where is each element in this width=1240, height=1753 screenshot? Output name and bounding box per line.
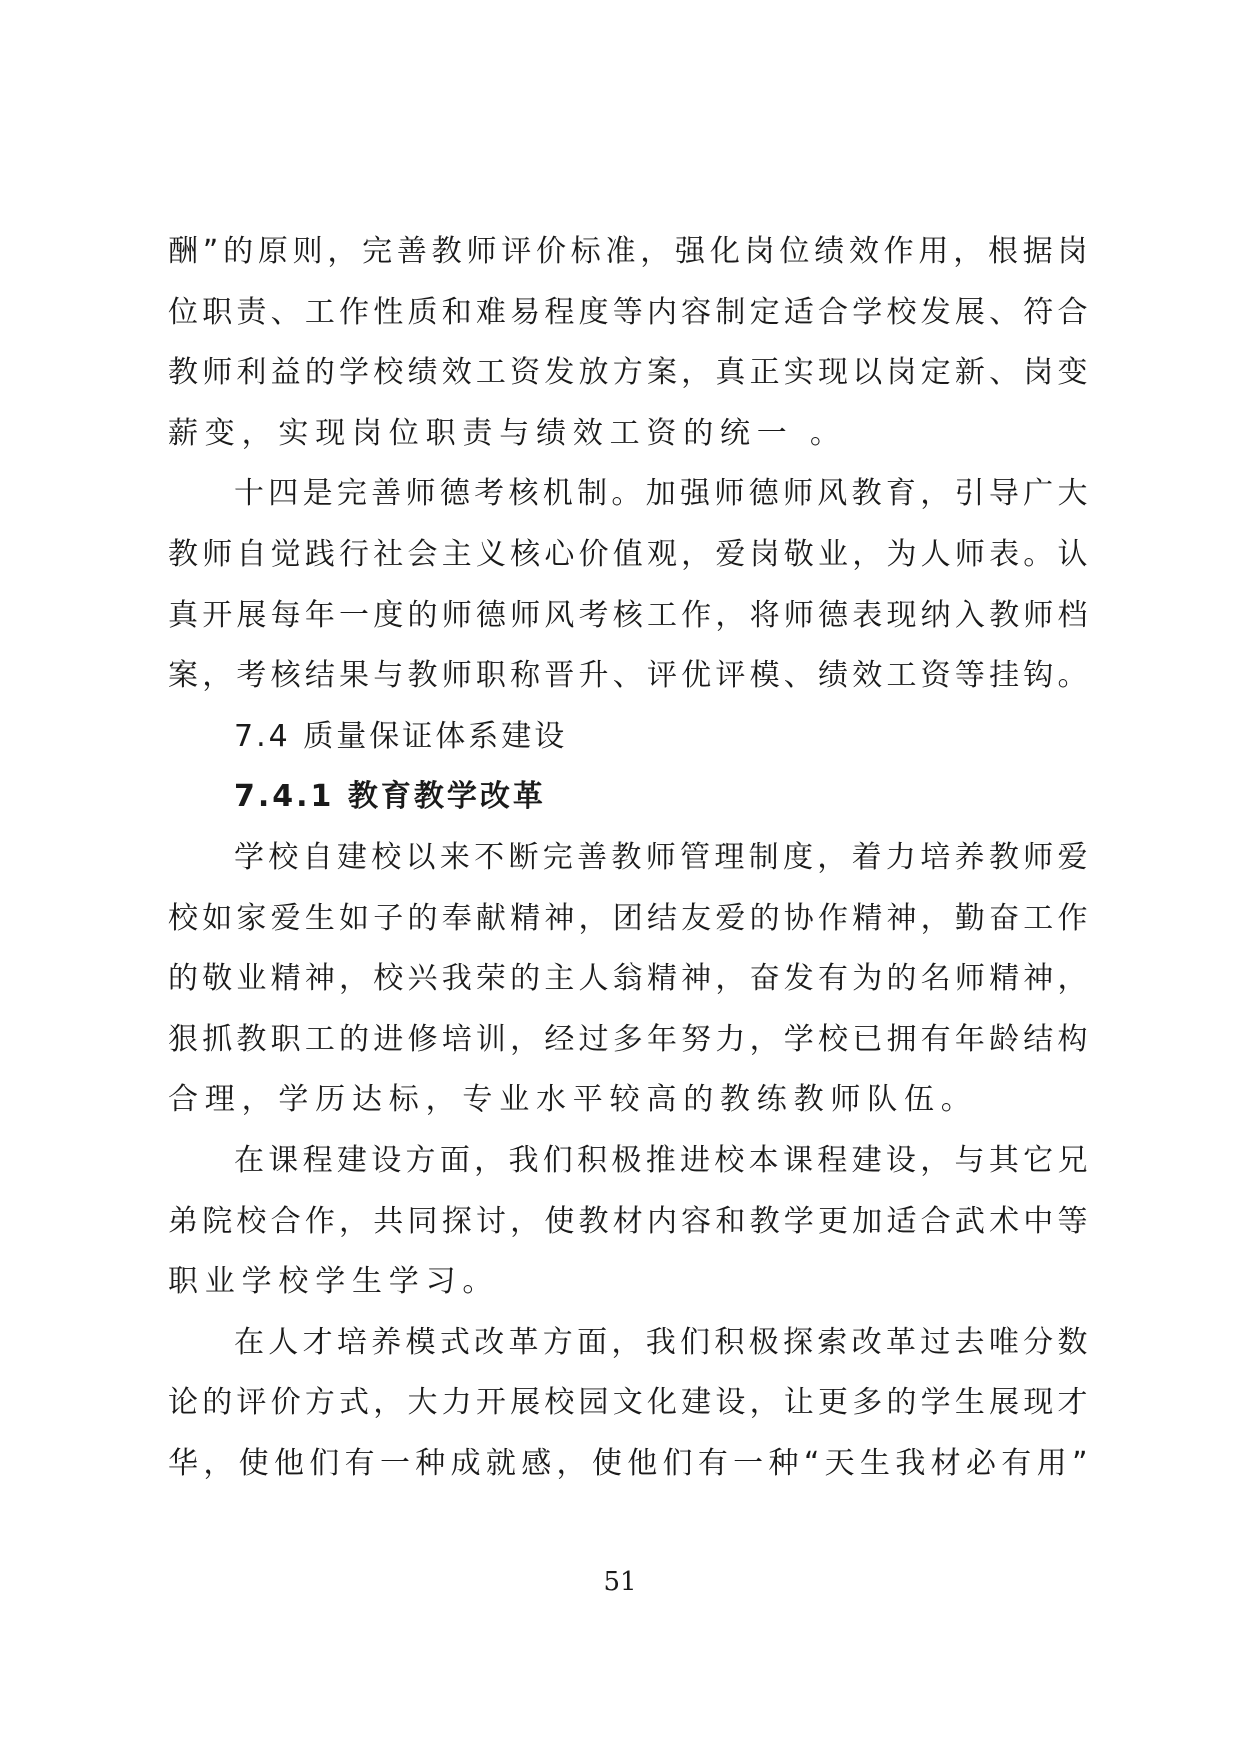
text-line: 论的评价方式，大力开展校园文化建设，让更多的学生展现才 — [168, 1385, 1088, 1421]
text-line: 校如家爱生如子的奉献精神，团结友爱的协作精神，勤奋工作 — [168, 900, 1088, 936]
text-line: 酬”的原则，完善教师评价标准，强化岗位绩效作用，根据岗 — [168, 234, 1088, 269]
text-line: 职业学校学生学习。 — [168, 1264, 500, 1300]
section-heading: 7.4 质量保证体系建设 — [234, 718, 568, 754]
text-line: 位职责、工作性质和难易程度等内容制定适合学校发展、符合 — [168, 294, 1088, 330]
text-line: 案，考核结果与教师职称晋升、评优评模、绩效工资等挂钩。 — [168, 658, 1088, 694]
text-line: 薪变，实现岗位职责与绩效工资的统一 。 — [168, 415, 847, 451]
document-body — [168, 222, 1088, 1494]
text-line: 合理，学历达标，专业水平较高的教练教师队伍。 — [168, 1082, 978, 1118]
text-line: 教师自觉践行社会主义核心价值观，爱岗敬业，为人师表。认 — [168, 536, 1088, 572]
text-line: 的敬业精神，校兴我荣的主人翁精神，奋发有为的名师精神， — [168, 961, 1088, 997]
text-line: 真开展每年一度的师德师风考核工作，将师德表现纳入教师档 — [168, 597, 1088, 633]
page-number: 51 — [603, 1567, 637, 1597]
text-line: 学校自建校以来不断完善教师管理制度，着力培养教师爱 — [234, 839, 1088, 875]
text-line: 弟院校合作，共同探讨，使教材内容和教学更加适合武术中等 — [168, 1203, 1088, 1239]
text-line: 十四是完善师德考核机制。加强师德师风教育，引导广大 — [234, 476, 1088, 512]
text-line: 教师利益的学校绩效工资发放方案，真正实现以岗定新、岗变 — [168, 355, 1088, 391]
text-line: 华，使他们有一种成就感，使他们有一种“天生我材必有用” — [168, 1445, 1088, 1481]
text-line: 狠抓教职工的进修培训，经过多年努力，学校已拥有年龄结构 — [168, 1021, 1088, 1057]
text-line: 在人才培养模式改革方面，我们积极探索改革过去唯分数 — [234, 1324, 1088, 1360]
text-line: 在课程建设方面，我们积极推进校本课程建设，与其它兄 — [234, 1142, 1088, 1178]
subsection-heading: 7.4.1 教育教学改革 — [234, 779, 546, 815]
